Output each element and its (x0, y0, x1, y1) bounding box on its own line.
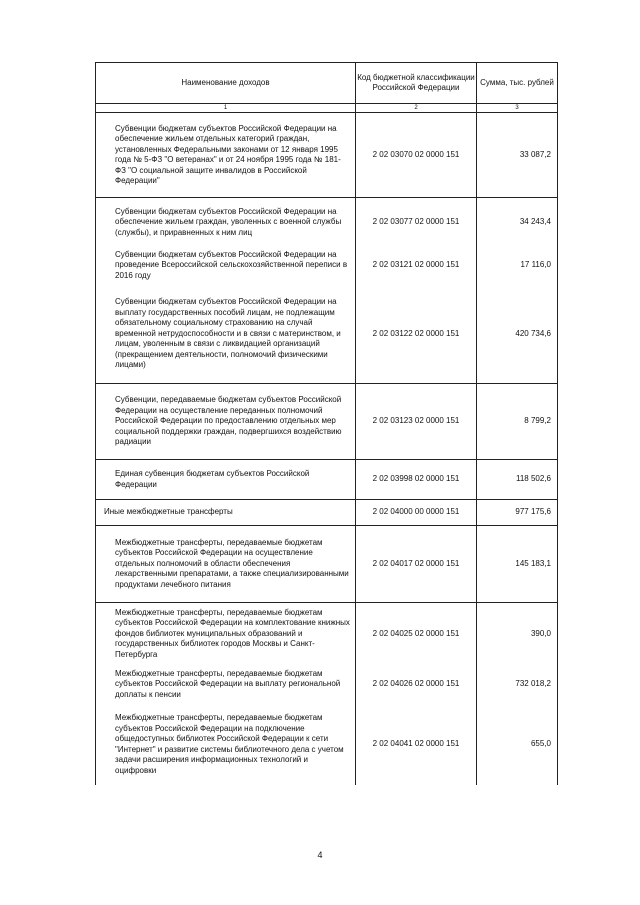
row-name: Единая субвенция бюджетам субъектов Российской Федерации (96, 460, 356, 500)
table-row (96, 198, 558, 247)
row-sum: 17 116,0 (477, 247, 558, 285)
table-header-row (96, 63, 558, 104)
table-row-group-total (96, 500, 558, 526)
header-code: Код бюджетной классификации Российской Федерации (356, 63, 477, 104)
row-sum: 118 502,6 (477, 460, 558, 500)
row-code: 2 02 04025 02 0000 151 (356, 603, 477, 665)
row-code: 2 02 04000 00 0000 151 (356, 500, 477, 526)
row-sum: 977 175,6 (477, 500, 558, 526)
column-number: 3 (477, 104, 558, 113)
row-name: Межбюджетные трансферты, передаваемые бюджетам субъектов Российской Федерации на выплату региональной доплаты к пенсии (96, 665, 356, 705)
row-name: Иные межбюджетные трансферты (96, 500, 356, 526)
row-code: 2 02 03122 02 0000 151 (356, 285, 477, 384)
row-sum: 390,0 (477, 603, 558, 665)
column-number: 2 (356, 104, 477, 113)
row-code: 2 02 03123 02 0000 151 (356, 384, 477, 460)
row-code: 2 02 03070 02 0000 151 (356, 113, 477, 198)
row-name: Межбюджетные трансферты, передаваемые бюджетам субъектов Российской Федерации на комплектование книжных фондов библиотек муниципальных образований и государственных библиотек городов Москвы и Санкт-Петербурга (96, 603, 356, 665)
row-sum: 145 183,1 (477, 526, 558, 603)
table-row (96, 665, 558, 705)
row-sum: 732 018,2 (477, 665, 558, 705)
row-code: 2 02 04017 02 0000 151 (356, 526, 477, 603)
row-sum: 420 734,6 (477, 285, 558, 384)
row-name: Межбюджетные трансферты, передаваемые бюджетам субъектов Российской Федерации на подключение общедоступных библиотек Российской Федерации к сети "Интернет" и развитие системы библиотечного дела с учетом задачи расширения информационных технологий и оцифровки (96, 705, 356, 785)
revenue-table (95, 62, 558, 785)
row-name: Субвенции, передаваемые бюджетам субъектов Российской Федерации на осуществление переданных полномочий Российской Федерации по предоставлению отдельных мер социальной поддержки граждан, подвергшихся воздействию радиации (96, 384, 356, 460)
row-name: Межбюджетные трансферты, передаваемые бюджетам субъектов Российской Федерации на осуществление отдельных полномочий в области обеспечения лекарственными препаратами, а также специализированными продуктами лечебного питания (96, 526, 356, 603)
table-row (96, 603, 558, 665)
table-row (96, 384, 558, 460)
header-sum: Сумма, тыс. рублей (477, 63, 558, 104)
table-row (96, 113, 558, 198)
row-sum: 33 087,2 (477, 113, 558, 198)
row-code: 2 02 03121 02 0000 151 (356, 247, 477, 285)
row-name: Субвенции бюджетам субъектов Российской Федерации на обеспечение жильем отдельных категорий граждан, установленных Федеральными законами от 12 января 1995 года № 5-ФЗ "О ветеранах" и от 24 ноября 1995 года № 181-ФЗ "О социальной защите инвалидов в Российской Федерации" (96, 113, 356, 198)
table-row (96, 705, 558, 785)
table-row (96, 247, 558, 285)
table-row (96, 526, 558, 603)
row-code: 2 02 03998 02 0000 151 (356, 460, 477, 500)
row-name: Субвенции бюджетам субъектов Российской Федерации на выплату государственных пособий лицам, не подлежащим обязательному социальному страхованию на случай временной нетрудоспособности и в связи с материнством, и лицам, уволенным в связи с ликвидацией организаций (прекращением деятельности, полномочий физическими лицами) (96, 285, 356, 384)
row-sum: 34 243,4 (477, 198, 558, 247)
row-sum: 655,0 (477, 705, 558, 785)
row-name: Субвенции бюджетам субъектов Российской Федерации на обеспечение жильем граждан, уволенных с военной службы (службы), и приравненных к ним лиц (96, 198, 356, 247)
column-number-row (96, 104, 558, 113)
table-row (96, 460, 558, 500)
row-code: 2 02 04041 02 0000 151 (356, 705, 477, 785)
row-sum: 8 799,2 (477, 384, 558, 460)
table-row (96, 285, 558, 384)
row-name: Субвенции бюджетам субъектов Российской Федерации на проведение Всероссийской сельскохозяйственной переписи в 2016 году (96, 247, 356, 285)
row-code: 2 02 03077 02 0000 151 (356, 198, 477, 247)
header-name: Наименование доходов (96, 63, 356, 104)
page-number: 4 (317, 850, 323, 860)
column-number: 1 (96, 104, 356, 113)
row-code: 2 02 04026 02 0000 151 (356, 665, 477, 705)
